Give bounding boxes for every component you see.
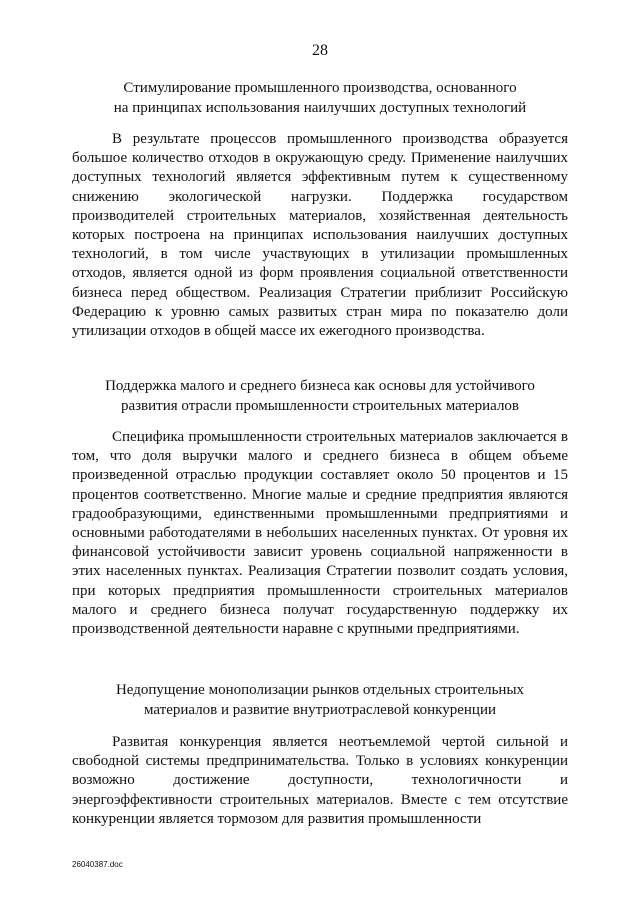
- heading-line: материалов и развитие внутриотраслевой конкуренции: [144, 702, 496, 718]
- section-heading-competition: [72, 680, 568, 720]
- heading-line: Недопущение монополизации рынков отдельных строительных: [115, 682, 525, 698]
- heading-line: на принципах использования наилучших доступных технологий: [113, 100, 527, 116]
- heading-line: Стимулирование промышленного производства, основанного: [123, 80, 517, 96]
- section-heading-small-business: [72, 376, 568, 416]
- document-file-code: 26040387.doc: [72, 860, 123, 869]
- section-heading-technologies: [72, 78, 568, 118]
- heading-line: развития отрасли промышленности строительных материалов: [120, 398, 520, 414]
- page-number: 28: [312, 42, 328, 59]
- paragraph-technologies: В результате процессов промышленного производства образуется большое количество отходов в окружающую среду. Применение наилучших доступных технологий является эффективным путем к существенному снижению экологической нагрузки. Поддержка государством производителей строительных материалов, хозяйственная деятельность которых построена на принципах использования наилучших доступных технологий, в том числе участвующих в утилизации промышленных отходов, является одной из форм проявления социальной ответственности бизнеса перед обществом. Реализация Стратегии приблизит Российскую Федерацию к уровню самых развитых стран мира по показателю доли утилизации отходов в общей массе их ежегодного производства.: [72, 131, 568, 340]
- paragraph-small-business: Специфика промышленности строительных материалов заключается в том, что доля выручки малого и среднего бизнеса в общем объеме произведенной отраслью продукции составляет около 50 процентов и 15 процентов соответственно. Многие малые и средние предприятия являются градообразующими, единственными промышленными предприятиями и основными работодателями в небольших населенных пунктах. От уровня их финансовой устойчивости зависит уровень социальной напряженности в этих населенных пунктах. Реализация Стратегии позволит создать условия, при которых предприятия промышленности строительных материалов малого и среднего бизнеса получат государственную поддержку их производственной деятельности наравне с крупными предприятиями.: [72, 429, 568, 638]
- heading-line: Поддержка малого и среднего бизнеса как основы для устойчивого: [105, 378, 535, 394]
- paragraph-competition: Развитая конкуренция является неотъемлемой чертой сильной и свободной системы предпринимательства. Только в условиях конкуренции возможно достижение доступности, технологичности и энергоэффективности строительных материалов. Вместе с тем отсутствие конкуренции является тормозом для развития промышленности: [72, 734, 568, 827]
